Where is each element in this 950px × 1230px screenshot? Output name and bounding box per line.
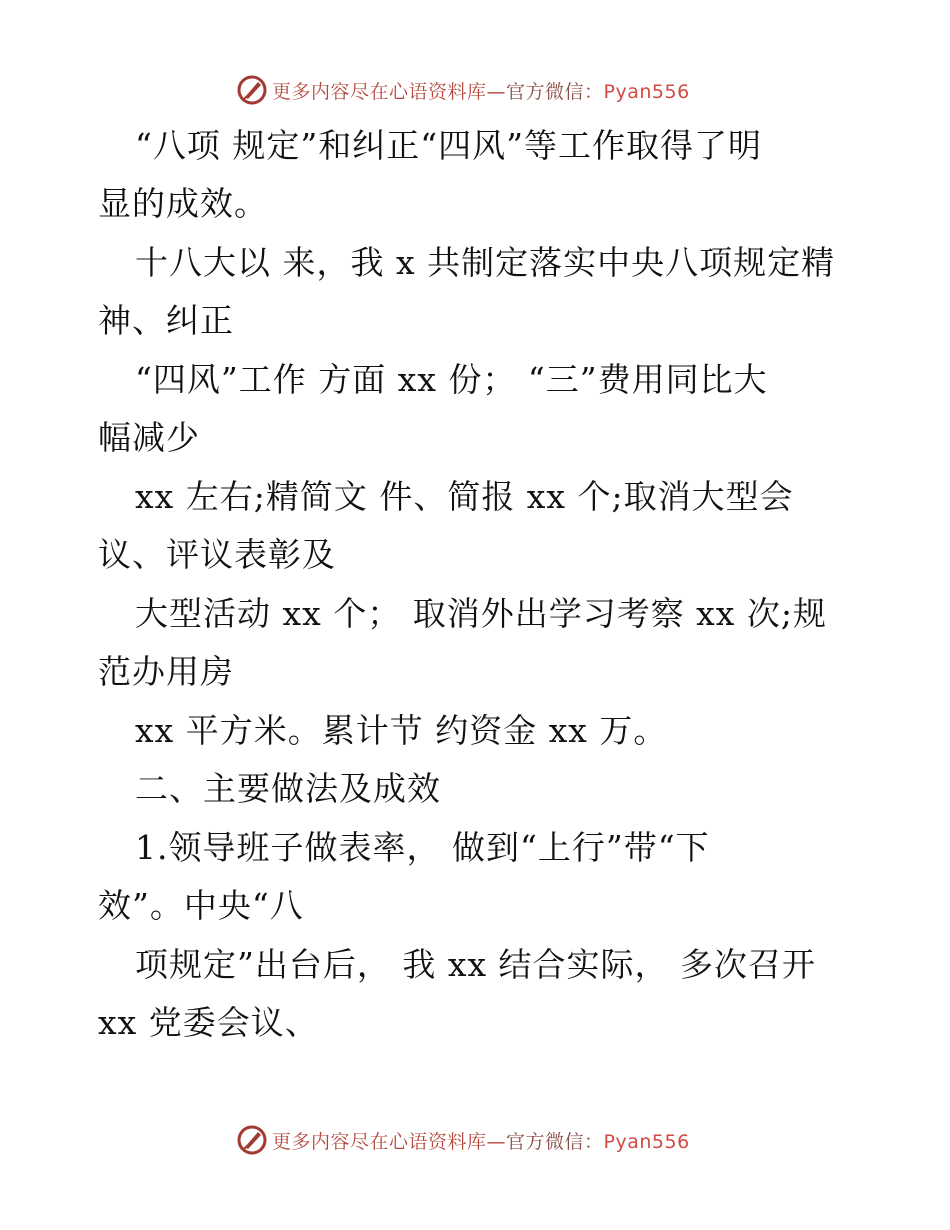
- text-line: xx 平方米。累计节 约资金 xx 万。: [135, 711, 668, 750]
- text-line: 范办用房: [98, 652, 234, 691]
- section-heading: 二、主要做法及成效: [135, 769, 441, 808]
- text-line: 议、评议表彰及: [98, 535, 336, 574]
- quill-seal-icon: [236, 1124, 268, 1156]
- text-line: 十八大以 来，我 x 共制定落实中央八项规定精: [135, 243, 836, 282]
- text-line: 效”。中央“八: [98, 886, 304, 925]
- watermark-text: 更多内容尽在心语资料库—官方微信：Pyan556: [272, 1130, 690, 1153]
- watermark-text: 更多内容尽在心语资料库—官方微信：Pyan556: [272, 80, 690, 103]
- text-line: “四风”工作 方面 xx 份； “三”费用同比大: [135, 360, 768, 399]
- text-line: 大型活动 xx 个； 取消外出学习考察 xx 次;规: [135, 594, 828, 633]
- text-line: “八项 规定”和纠正“四风”等工作取得了明: [135, 126, 762, 165]
- text-line: 显的成效。: [98, 184, 268, 223]
- text-line: 神、纠正: [98, 301, 234, 340]
- text-line: 项规定”出台后， 我 xx 结合实际， 多次召开: [135, 945, 817, 984]
- text-line: xx 左右;精简文 件、简报 xx 个;取消大型会: [135, 477, 794, 516]
- text-line: xx 党委会议、: [98, 1003, 319, 1042]
- text-line: 1.领导班子做表率， 做到“上行”带“下: [135, 828, 710, 867]
- text-line: 幅减少: [98, 418, 200, 457]
- footer-watermark: [236, 1123, 690, 1157]
